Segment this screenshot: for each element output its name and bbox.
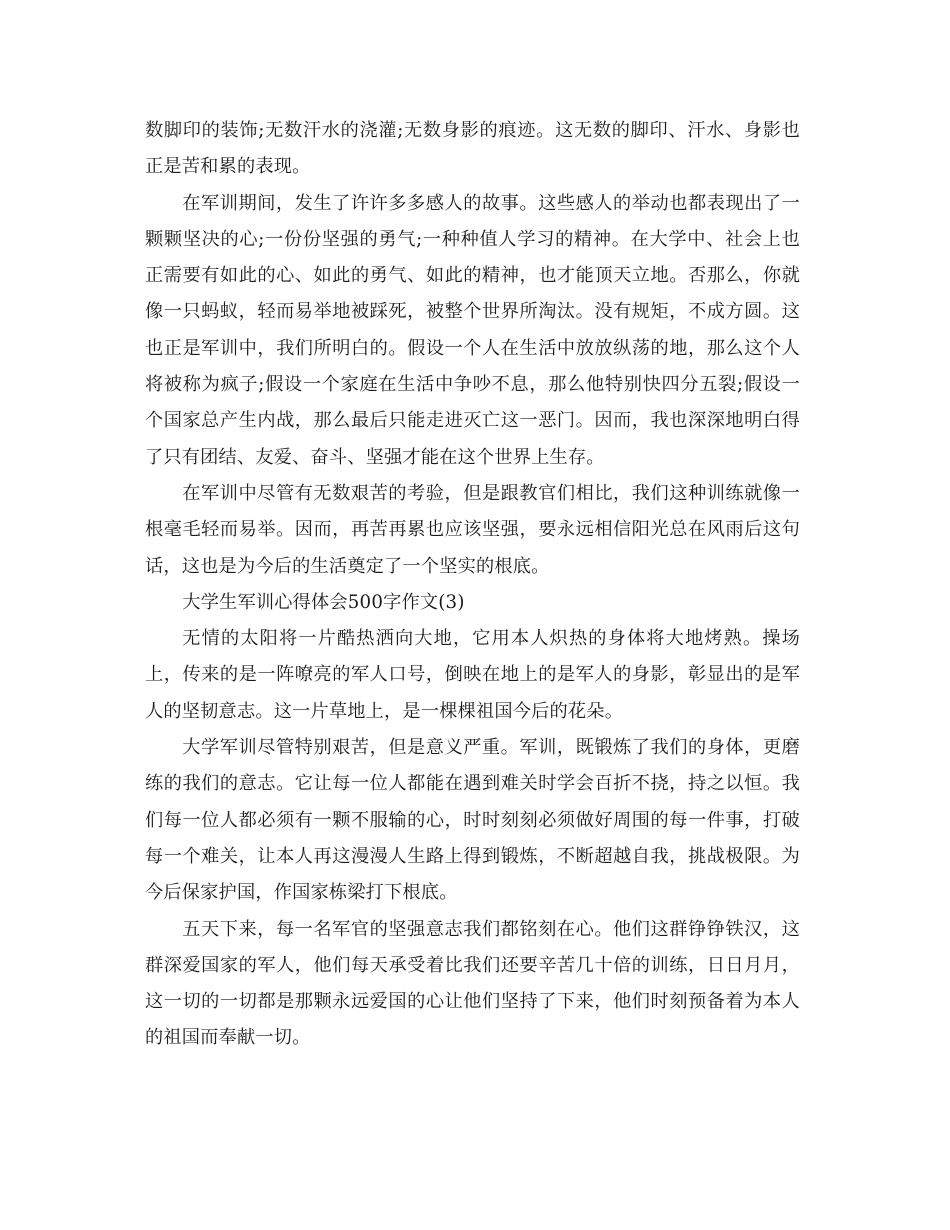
section-heading: 大学生军训心得体会500字作文(3) [182,591,465,613]
paragraph-five-days: 五天下来，每一名军官的坚强意志我们都铭刻在心。他们这群铮铮铁汉，这群深爱国家的军人，他们每天承受着比我们还要辛苦几十倍的训练，日日月月，这一切的一切都是那颗永远爱国的心让他们坚持了下来，他们时刻预备着为本人的祖国而奉献一切。 [145,918,800,1049]
paragraph-continuation: 数脚印的装饰;无数汗水的浇灌;无数身影的痕迹。这无数的脚印、汗水、身影也正是苦和累的表现。 [145,120,800,178]
paragraph-training-meaning: 大学军训尽管特别艰苦，但是意义严重。军训，既锻炼了我们的身体，更磨练的我们的意志。它让每一位人都能在遇到难关时学会百折不挠，持之以恒。我们每一位人都必须有一颗不服输的心，时时刻刻必须做好周围的每一件事，打破每一个难关，让本人再这漫漫人生路上得到锻炼，不断超越自我，挑战极限。为今后保家护国，作国家栋梁打下根底。 [145,737,800,904]
paragraph-military-training-stories: 在军训期间，发生了许许多多感人的故事。这些感人的举动也都表现出了一颗颗坚决的心;一份份坚强的勇气;一种种值人学习的精神。在大学中、社会上也正需要有如此的心、如此的勇气、如此的精神，也才能顶天立地。否那么，你就像一只蚂蚁，轻而易举地被踩死，被整个世界所淘汰。没有规矩，不成方圆。这也正是军训中，我们所明白的。假设一个人在生活中放放纵荡的地，那么这个人将被称为疯子;假设一个家庭在生活中争吵不息，那么他特别快四分五裂;假设一个国家总产生内战，那么最后只能走进灭亡这一恶门。因而，我也深深地明白得了只有团结、友爱、奋斗、坚强才能在这个世界上生存。 [145,192,800,468]
document-body [145,113,800,1057]
paragraph-hardship-tests: 在军训中尽管有无数艰苦的考验，但是跟教官们相比，我们这种训练就像一根毫毛轻而易举。因而，再苦再累也应该坚强，要永远相信阳光总在风雨后这句话，这也是为今后的生活奠定了一个坚实的根底。 [145,482,800,577]
paragraph-sun-and-field: 无情的太阳将一片酷热洒向大地，它用本人炽热的身体将大地烤熟。操场上，传来的是一阵嘹亮的军人口号，倒映在地上的是军人的身影，彰显出的是军人的坚韧意志。这一片草地上，是一棵棵祖国今后的花朵。 [145,628,800,722]
